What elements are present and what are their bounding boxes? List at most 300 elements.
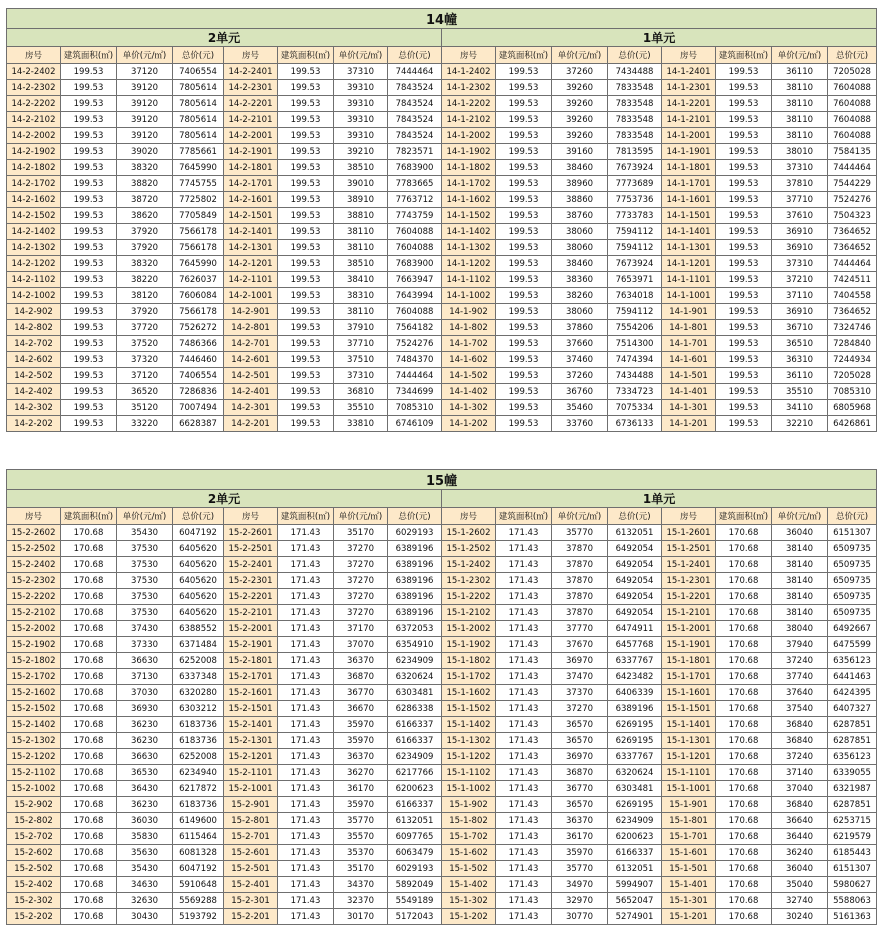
value-cell: 35460 (552, 400, 608, 416)
value-cell: 7584135 (828, 144, 877, 160)
value-cell: 37040 (772, 781, 828, 797)
table-row (7, 701, 877, 717)
room-number-cell: 15-1-2301 (662, 573, 716, 589)
value-cell: 7805614 (173, 128, 224, 144)
value-cell: 7645990 (173, 256, 224, 272)
value-cell: 7446460 (173, 352, 224, 368)
value-cell: 171.43 (278, 749, 334, 765)
value-cell: 6628387 (173, 416, 224, 432)
value-cell: 199.53 (61, 240, 117, 256)
value-cell: 35770 (552, 525, 608, 541)
value-cell: 199.53 (716, 192, 772, 208)
value-cell: 38060 (552, 224, 608, 240)
value-cell: 5892049 (388, 877, 442, 893)
value-cell: 199.53 (716, 160, 772, 176)
column-header: 建筑面积(㎡) (278, 508, 334, 525)
room-number-cell: 14-1-702 (442, 336, 496, 352)
value-cell: 171.43 (278, 669, 334, 685)
value-cell: 37520 (117, 336, 173, 352)
room-number-cell: 14-1-302 (442, 400, 496, 416)
value-cell: 36770 (334, 685, 388, 701)
room-number-cell: 14-2-1002 (7, 288, 61, 304)
value-cell: 39120 (117, 96, 173, 112)
value-cell: 199.53 (496, 272, 552, 288)
table-row (7, 288, 877, 304)
room-number-cell: 14-1-1102 (442, 272, 496, 288)
value-cell: 170.68 (716, 525, 772, 541)
room-number-cell: 14-1-1002 (442, 288, 496, 304)
value-cell: 37270 (334, 573, 388, 589)
value-cell: 36910 (772, 224, 828, 240)
table-row (7, 893, 877, 909)
value-cell: 199.53 (61, 256, 117, 272)
value-cell: 171.43 (496, 701, 552, 717)
value-cell: 38220 (117, 272, 173, 288)
room-number-cell: 15-2-1501 (224, 701, 278, 717)
room-number-cell: 14-2-2002 (7, 128, 61, 144)
value-cell: 6029193 (388, 861, 442, 877)
value-cell: 6321987 (828, 781, 877, 797)
value-cell: 170.68 (716, 541, 772, 557)
value-cell: 7085310 (828, 384, 877, 400)
value-cell: 170.68 (716, 845, 772, 861)
value-cell: 171.43 (278, 653, 334, 669)
value-cell: 5588063 (828, 893, 877, 909)
room-number-cell: 14-2-2201 (224, 96, 278, 112)
value-cell: 38720 (117, 192, 173, 208)
column-header: 建筑面积(㎡) (278, 47, 334, 64)
value-cell: 199.53 (278, 384, 334, 400)
value-cell: 6406339 (608, 685, 662, 701)
value-cell: 7344699 (388, 384, 442, 400)
value-cell: 170.68 (61, 765, 117, 781)
value-cell: 199.53 (496, 320, 552, 336)
table-row (7, 192, 877, 208)
value-cell: 7434488 (608, 368, 662, 384)
room-number-cell: 14-2-1902 (7, 144, 61, 160)
value-cell: 5910648 (173, 877, 224, 893)
value-cell: 171.43 (278, 573, 334, 589)
value-cell: 7406554 (173, 368, 224, 384)
value-cell: 7526272 (173, 320, 224, 336)
value-cell: 37170 (334, 621, 388, 637)
table-row (7, 669, 877, 685)
value-cell: 39310 (334, 80, 388, 96)
room-number-cell: 15-2-1402 (7, 717, 61, 733)
room-number-cell: 14-1-902 (442, 304, 496, 320)
room-number-cell: 15-1-1001 (662, 781, 716, 797)
room-number-cell: 15-1-802 (442, 813, 496, 829)
value-cell: 7833548 (608, 80, 662, 96)
room-number-cell: 15-2-2602 (7, 525, 61, 541)
value-cell: 38910 (334, 192, 388, 208)
value-cell: 6492054 (608, 557, 662, 573)
value-cell: 35430 (117, 525, 173, 541)
unit-title: 2单元 (7, 490, 442, 508)
room-number-cell: 15-2-1901 (224, 637, 278, 653)
column-header-row (7, 47, 877, 64)
value-cell: 5161363 (828, 909, 877, 925)
value-cell: 199.53 (278, 400, 334, 416)
room-number-cell: 14-2-202 (7, 416, 61, 432)
building-14-table-container (6, 8, 876, 432)
value-cell: 171.43 (278, 637, 334, 653)
room-number-cell: 14-1-1502 (442, 208, 496, 224)
value-cell: 37530 (117, 605, 173, 621)
value-cell: 6356123 (828, 653, 877, 669)
value-cell: 34630 (117, 877, 173, 893)
value-cell: 6509735 (828, 557, 877, 573)
value-cell: 7773689 (608, 176, 662, 192)
value-cell: 37070 (334, 637, 388, 653)
unit-title: 1单元 (442, 29, 877, 47)
value-cell: 6320280 (173, 685, 224, 701)
value-cell: 170.68 (61, 813, 117, 829)
room-number-cell: 14-1-1201 (662, 256, 716, 272)
value-cell: 6115464 (173, 829, 224, 845)
value-cell: 171.43 (496, 669, 552, 685)
value-cell: 199.53 (278, 336, 334, 352)
value-cell: 38060 (552, 304, 608, 320)
table-row (7, 525, 877, 541)
room-number-cell: 14-1-1101 (662, 272, 716, 288)
value-cell: 6405620 (173, 589, 224, 605)
value-cell: 170.68 (716, 653, 772, 669)
table-row (7, 749, 877, 765)
room-number-cell: 15-2-1202 (7, 749, 61, 765)
value-cell: 36170 (552, 829, 608, 845)
value-cell: 199.53 (278, 160, 334, 176)
table-row (7, 733, 877, 749)
room-number-cell: 14-2-601 (224, 352, 278, 368)
value-cell: 199.53 (61, 304, 117, 320)
value-cell: 35430 (117, 861, 173, 877)
value-cell: 32970 (552, 893, 608, 909)
value-cell: 38410 (334, 272, 388, 288)
room-number-cell: 14-1-502 (442, 368, 496, 384)
value-cell: 39160 (552, 144, 608, 160)
value-cell: 36630 (117, 653, 173, 669)
value-cell: 171.43 (496, 637, 552, 653)
value-cell: 6219579 (828, 829, 877, 845)
value-cell: 7424511 (828, 272, 877, 288)
table-row (7, 637, 877, 653)
table-row (7, 781, 877, 797)
value-cell: 171.43 (278, 797, 334, 813)
value-cell: 6509735 (828, 541, 877, 557)
value-cell: 37670 (552, 637, 608, 653)
room-number-cell: 15-2-2401 (224, 557, 278, 573)
value-cell: 171.43 (278, 845, 334, 861)
value-cell: 6405620 (173, 573, 224, 589)
value-cell: 6320624 (608, 765, 662, 781)
value-cell: 7514300 (608, 336, 662, 352)
value-cell: 38110 (772, 112, 828, 128)
value-cell: 39120 (117, 112, 173, 128)
room-number-cell: 14-1-301 (662, 400, 716, 416)
value-cell: 7524276 (388, 336, 442, 352)
value-cell: 199.53 (716, 240, 772, 256)
value-cell: 199.53 (61, 208, 117, 224)
room-number-cell: 15-1-1501 (662, 701, 716, 717)
value-cell: 199.53 (496, 416, 552, 432)
column-header: 建筑面积(㎡) (496, 508, 552, 525)
room-number-cell: 15-2-1601 (224, 685, 278, 701)
value-cell: 6149600 (173, 813, 224, 829)
value-cell: 170.68 (61, 701, 117, 717)
value-cell: 6132051 (608, 525, 662, 541)
room-number-cell: 15-1-2101 (662, 605, 716, 621)
value-cell: 37310 (334, 64, 388, 80)
value-cell: 33760 (552, 416, 608, 432)
value-cell: 199.53 (716, 384, 772, 400)
value-cell: 35170 (334, 861, 388, 877)
value-cell: 6097765 (388, 829, 442, 845)
table-row (7, 64, 877, 80)
column-header: 建筑面积(㎡) (496, 47, 552, 64)
value-cell: 32630 (117, 893, 173, 909)
value-cell: 170.68 (61, 717, 117, 733)
value-cell: 6339055 (828, 765, 877, 781)
column-header: 总价(元) (388, 47, 442, 64)
value-cell: 38110 (334, 304, 388, 320)
room-number-cell: 14-1-801 (662, 320, 716, 336)
room-number-cell: 15-1-602 (442, 845, 496, 861)
value-cell: 33810 (334, 416, 388, 432)
room-number-cell: 15-2-2201 (224, 589, 278, 605)
unit-title-row (7, 490, 877, 508)
value-cell: 6287851 (828, 733, 877, 749)
value-cell: 6492054 (608, 589, 662, 605)
room-number-cell: 14-2-1301 (224, 240, 278, 256)
value-cell: 170.68 (716, 813, 772, 829)
value-cell: 36110 (772, 368, 828, 384)
value-cell: 5274901 (608, 909, 662, 925)
value-cell: 170.68 (61, 829, 117, 845)
column-header: 房号 (442, 508, 496, 525)
value-cell: 6407327 (828, 701, 877, 717)
table-row (7, 653, 877, 669)
room-number-cell: 15-2-701 (224, 829, 278, 845)
value-cell: 199.53 (278, 208, 334, 224)
value-cell: 6509735 (828, 589, 877, 605)
value-cell: 170.68 (61, 733, 117, 749)
value-cell: 36440 (772, 829, 828, 845)
room-number-cell: 15-1-701 (662, 829, 716, 845)
value-cell: 7673924 (608, 160, 662, 176)
value-cell: 34970 (552, 877, 608, 893)
room-number-cell: 15-2-201 (224, 909, 278, 925)
value-cell: 37610 (772, 208, 828, 224)
value-cell: 171.43 (278, 541, 334, 557)
column-header: 建筑面积(㎡) (716, 47, 772, 64)
column-header: 总价(元) (828, 47, 877, 64)
value-cell: 199.53 (61, 288, 117, 304)
value-cell: 38110 (772, 80, 828, 96)
value-cell: 37260 (552, 64, 608, 80)
value-cell: 6356123 (828, 749, 877, 765)
value-cell: 37210 (772, 272, 828, 288)
value-cell: 199.53 (61, 272, 117, 288)
value-cell: 7673924 (608, 256, 662, 272)
room-number-cell: 15-1-301 (662, 893, 716, 909)
value-cell: 199.53 (496, 288, 552, 304)
value-cell: 199.53 (496, 224, 552, 240)
value-cell: 171.43 (496, 909, 552, 925)
value-cell: 38260 (552, 288, 608, 304)
value-cell: 38510 (334, 160, 388, 176)
value-cell: 7334723 (608, 384, 662, 400)
value-cell: 7604088 (828, 96, 877, 112)
room-number-cell: 14-1-1402 (442, 224, 496, 240)
value-cell: 37320 (117, 352, 173, 368)
value-cell: 6166337 (388, 797, 442, 813)
value-cell: 171.43 (496, 541, 552, 557)
room-number-cell: 15-1-601 (662, 845, 716, 861)
room-number-cell: 15-1-201 (662, 909, 716, 925)
value-cell: 170.68 (61, 877, 117, 893)
value-cell: 37870 (552, 573, 608, 589)
value-cell: 170.68 (716, 909, 772, 925)
value-cell: 199.53 (716, 128, 772, 144)
value-cell: 7604088 (388, 304, 442, 320)
value-cell: 34110 (772, 400, 828, 416)
value-cell: 171.43 (496, 589, 552, 605)
value-cell: 7085310 (388, 400, 442, 416)
value-cell: 199.53 (61, 160, 117, 176)
value-cell: 170.68 (716, 605, 772, 621)
value-cell: 36910 (772, 240, 828, 256)
value-cell: 38140 (772, 541, 828, 557)
value-cell: 7284840 (828, 336, 877, 352)
column-header: 单价(元/㎡) (334, 508, 388, 525)
value-cell: 5994907 (608, 877, 662, 893)
value-cell: 7643994 (388, 288, 442, 304)
unit-title: 2单元 (7, 29, 442, 47)
value-cell: 170.68 (61, 861, 117, 877)
value-cell: 6441463 (828, 669, 877, 685)
column-header: 房号 (224, 508, 278, 525)
value-cell: 37270 (334, 557, 388, 573)
value-cell: 30770 (552, 909, 608, 925)
table-row (7, 589, 877, 605)
room-number-cell: 15-2-2302 (7, 573, 61, 589)
value-cell: 7554206 (608, 320, 662, 336)
value-cell: 199.53 (496, 256, 552, 272)
value-cell: 35170 (334, 525, 388, 541)
value-cell: 199.53 (496, 64, 552, 80)
room-number-cell: 14-1-1902 (442, 144, 496, 160)
room-number-cell: 15-2-1101 (224, 765, 278, 781)
value-cell: 37240 (772, 653, 828, 669)
value-cell: 36770 (552, 781, 608, 797)
value-cell: 7745755 (173, 176, 224, 192)
value-cell: 7813595 (608, 144, 662, 160)
column-header: 房号 (7, 508, 61, 525)
value-cell: 6217872 (173, 781, 224, 797)
value-cell: 199.53 (496, 384, 552, 400)
value-cell: 6183736 (173, 717, 224, 733)
value-cell: 171.43 (496, 845, 552, 861)
value-cell: 199.53 (61, 80, 117, 96)
value-cell: 171.43 (496, 733, 552, 749)
room-number-cell: 15-2-1002 (7, 781, 61, 797)
value-cell: 199.53 (716, 144, 772, 160)
value-cell: 170.68 (61, 669, 117, 685)
room-number-cell: 14-2-2001 (224, 128, 278, 144)
table-row (7, 336, 877, 352)
value-cell: 7075334 (608, 400, 662, 416)
value-cell: 7594112 (608, 304, 662, 320)
value-cell: 7663947 (388, 272, 442, 288)
value-cell: 7604088 (828, 80, 877, 96)
room-number-cell: 15-2-2501 (224, 541, 278, 557)
value-cell: 37870 (552, 541, 608, 557)
value-cell: 7324746 (828, 320, 877, 336)
room-number-cell: 15-1-1902 (442, 637, 496, 653)
value-cell: 6269195 (608, 797, 662, 813)
value-cell: 170.68 (61, 845, 117, 861)
value-cell: 199.53 (496, 208, 552, 224)
value-cell: 36040 (772, 525, 828, 541)
value-cell: 6252008 (173, 749, 224, 765)
column-header-row (7, 508, 877, 525)
value-cell: 39260 (552, 112, 608, 128)
room-number-cell: 15-1-302 (442, 893, 496, 909)
value-cell: 39260 (552, 96, 608, 112)
value-cell: 6029193 (388, 525, 442, 541)
value-cell: 170.68 (716, 669, 772, 685)
room-number-cell: 14-2-2202 (7, 96, 61, 112)
value-cell: 199.53 (61, 416, 117, 432)
value-cell: 199.53 (716, 80, 772, 96)
value-cell: 171.43 (496, 781, 552, 797)
value-cell: 171.43 (278, 621, 334, 637)
value-cell: 170.68 (716, 573, 772, 589)
room-number-cell: 15-2-601 (224, 845, 278, 861)
value-cell: 7843524 (388, 96, 442, 112)
value-cell: 37710 (772, 192, 828, 208)
room-number-cell: 14-1-2102 (442, 112, 496, 128)
value-cell: 170.68 (61, 605, 117, 621)
column-header: 单价(元/㎡) (334, 47, 388, 64)
value-cell: 36930 (117, 701, 173, 717)
value-cell: 170.68 (61, 525, 117, 541)
value-cell: 171.43 (496, 557, 552, 573)
value-cell: 199.53 (278, 352, 334, 368)
table-row (7, 765, 877, 781)
value-cell: 199.53 (716, 176, 772, 192)
value-cell: 199.53 (61, 336, 117, 352)
value-cell: 7444464 (388, 368, 442, 384)
value-cell: 171.43 (278, 525, 334, 541)
value-cell: 6388552 (173, 621, 224, 637)
value-cell: 199.53 (61, 368, 117, 384)
table-row (7, 80, 877, 96)
value-cell: 5193792 (173, 909, 224, 925)
value-cell: 39310 (334, 112, 388, 128)
value-cell: 199.53 (278, 112, 334, 128)
room-number-cell: 15-2-302 (7, 893, 61, 909)
room-number-cell: 14-1-1501 (662, 208, 716, 224)
value-cell: 171.43 (278, 893, 334, 909)
room-number-cell: 15-1-202 (442, 909, 496, 925)
room-number-cell: 14-2-1101 (224, 272, 278, 288)
value-cell: 199.53 (716, 416, 772, 432)
room-number-cell: 14-1-1301 (662, 240, 716, 256)
value-cell: 199.53 (716, 256, 772, 272)
room-number-cell: 15-2-1301 (224, 733, 278, 749)
